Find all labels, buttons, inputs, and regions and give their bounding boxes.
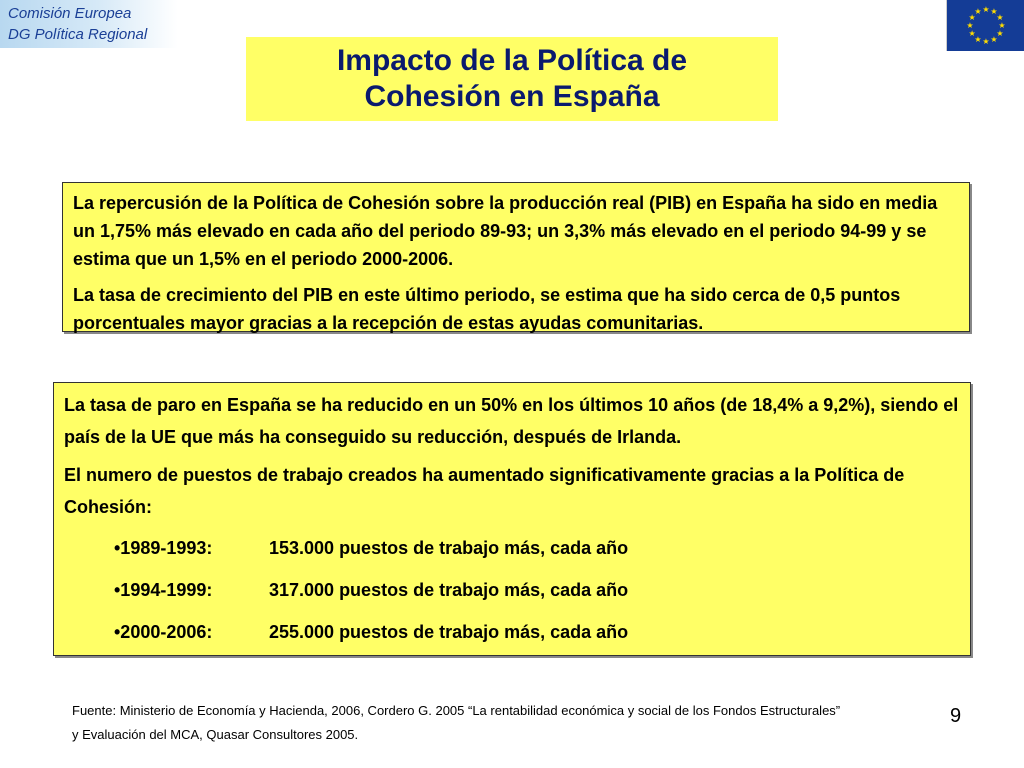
bullet-period: •1994-1999: [114,579,213,600]
flag-star: ★ [996,29,1004,38]
flag-star: ★ [968,29,976,38]
page-title-line1: Impacto de la Política de [336,44,688,77]
flag-star: ★ [990,34,998,44]
bullet-period: •1989-1993: [114,537,213,558]
source-footnote [72,699,932,747]
eu-flag-stars [947,0,1024,51]
flag-star: ★ [968,13,976,22]
gdp-paragraph: La repercusión de la Política de Cohesión sobre la producción real (PIB) en España ha sido en media un 1,75% más elevado en cada año del periodo 89-93; un 3,3% más elevado en el periodo 94-99 y se estima que un 1,5% en el periodo 2000-2006. [73,193,938,269]
eu-flag-icon [946,0,1024,51]
footnote-line1: Fuente: Ministerio de Economía y Hacienda, 2006, Cordero G. 2005 “La rentabilidad económica y social de los Fondos Estructurales” [72,703,841,718]
flag-star: ★ [990,7,998,17]
logo-band [0,0,178,48]
bullet-jobs: 255.000 puestos de trabajo más, cada año [269,621,629,642]
bullet-period: •2000-2006: [114,621,213,642]
page-title-line2: Cohesión en España [364,80,660,113]
flag-star: ★ [982,37,990,46]
bullet-jobs: 317.000 puestos de trabajo más, cada año [269,579,629,600]
jobs-bullet [64,527,960,569]
title-box [246,37,778,121]
jobs-bullet [64,611,960,653]
logo-line-dg: DG Política Regional [8,26,148,43]
jobs-paragraph: El numero de puestos de trabajo creados ha aumentado significativamente gracias a la Política de Cohesión: [64,465,905,517]
gdp-impact-panel [62,182,970,332]
footnote-line2: y Evaluación del MCA, Quasar Consultores 2005. [72,727,359,742]
bullet-jobs: 153.000 puestos de trabajo más, cada año [269,537,629,558]
logo-line-commission: Comisión Europea [8,5,132,22]
growth-paragraph: La tasa de crecimiento del PIB en este último periodo, se estima que ha sido cerca de 0,5 puntos porcentuales mayor gracias a la recepción de estas ayudas comunitarias. [73,285,901,333]
flag-star: ★ [966,21,974,30]
page-number: 9 [950,705,962,727]
jobs-bullet [64,569,960,611]
flag-star: ★ [974,34,982,44]
flag-star: ★ [974,7,982,17]
unemployment-paragraph: La tasa de paro en España se ha reducido en un 50% en los últimos 10 años (de 18,4% a 9,2%), siendo el país de la UE que más ha conseguido su reducción, después de Irlanda. [64,395,959,447]
flag-star: ★ [998,21,1006,30]
employment-panel [53,382,971,656]
flag-star: ★ [982,5,990,14]
flag-star: ★ [996,13,1004,22]
